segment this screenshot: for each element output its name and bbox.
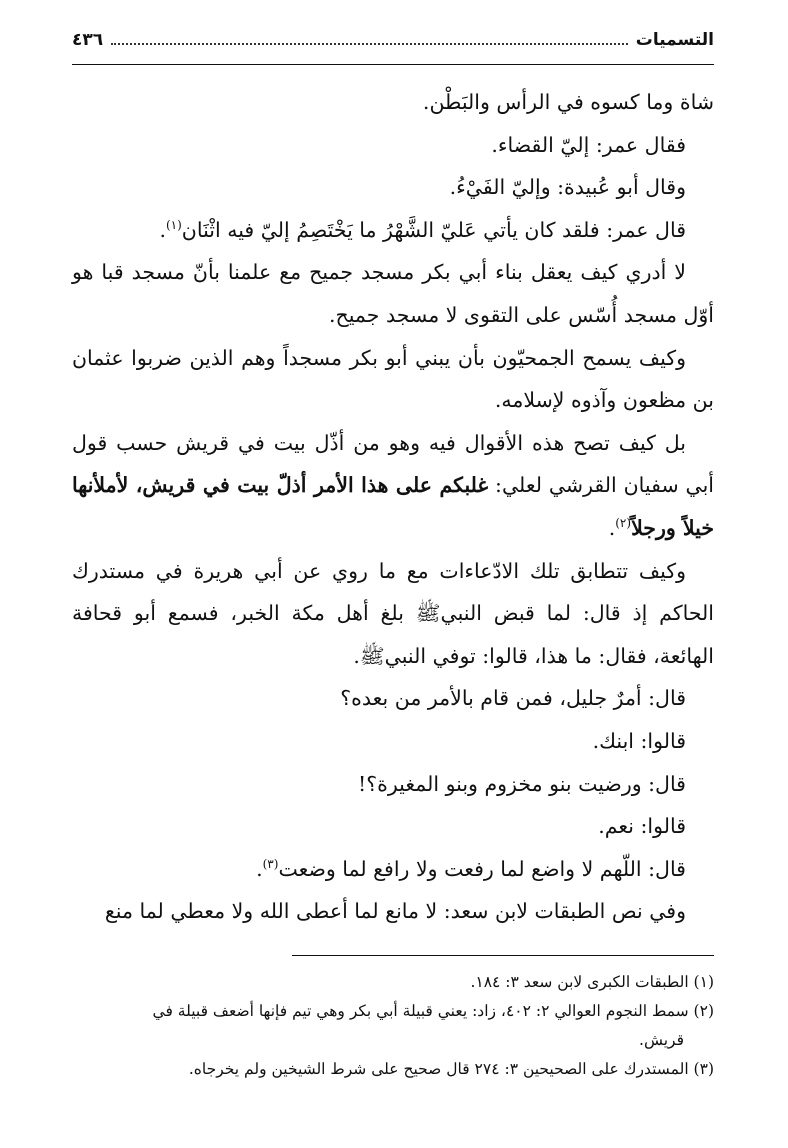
dialogue-line: قالوا: نعم. xyxy=(598,814,686,839)
footnote-ref-3: (٣) xyxy=(262,856,279,871)
paragraph-abu-sufyan: بل كيف تصح هذه الأقوال فيه وهو من أذّل بيت في قريش حسب قول أبي سفيان القرشي لعلي: غلبكم على هذا الأمر أذلّ بيت في قريش، لأملأنها خيلاً ورجلاً$^{(٢)}$. xyxy=(72,430,714,540)
footnote-ref-1: (١) xyxy=(165,217,182,232)
footnotes xyxy=(72,968,714,1084)
footnote-ref-2: (٢) xyxy=(615,516,632,531)
running-header xyxy=(72,30,714,65)
salutation-glyph: ﷺ xyxy=(359,643,385,668)
paragraph-tabaqat: وفي نص الطبقات لابن سعد: لا مانع لما أعطى الله ولا معطي لما منع xyxy=(104,899,686,924)
paragraph-jumah: وكيف يسمح الجمحيّون بأن يبني أبو بكر مسجداً وهم الذين ضربوا عثمان بن مظعون وآذوه لإسلامه. xyxy=(72,345,714,413)
dialogue-line: قال: اللّهم لا واضع لما رفعت ولا رافع لما وضعت$^{(٣)}$. xyxy=(256,856,686,881)
footnote-2: (٢) سمط النجوم العوالي ٢: ٤٠٢، زاد: يعني قبيلة أبي بكر وهي تيم فإنها أضعف قبيلة في xyxy=(152,1001,714,1020)
text-line: شاة وما كسوه في الرأس والبَطْن. xyxy=(422,90,714,114)
dialogue-line: قال: أمرٌ جليل، فمن قام بالأمر من بعده؟ xyxy=(340,686,686,711)
dialogue-line: قال عمر: فلقد كان يأتي عَليّ الشَّهْرُ ما يَخْتَصِمُ إليّ فيه اثْنَان$^{(١)}$. xyxy=(159,217,686,242)
dialogue-line: وقال أبو عُبيدة: وإليّ الفَيْءُ. xyxy=(449,175,686,200)
dialogue-line: فقال عمر: إليّ القضاء. xyxy=(491,132,686,157)
main-text xyxy=(72,81,714,933)
salutation-glyph: ﷺ xyxy=(415,601,441,626)
footnote-separator xyxy=(292,955,714,956)
dialogue-line: قال: ورضيت بنو مخزوم وبنو المغيرة؟! xyxy=(358,771,686,796)
paragraph-qiba: لا أدري كيف يعقل بناء أبي بكر مسجد جميح مع علمنا بأنّ مسجد قبا هو أوّل مسجد أُسّس على التقوى لا مسجد جميح. xyxy=(72,260,714,327)
footnote-2-continued: قريش. xyxy=(639,1030,684,1049)
page-number: ٤٣٦ xyxy=(72,30,104,50)
footnote-3: (٣) المستدرك على الصحيحين ٣: ٢٧٤ قال صحيح على شرط الشيخين ولم يخرجاه. xyxy=(188,1059,714,1078)
dialogue-text: قال عمر: فلقد كان يأتي عَليّ الشَّهْرُ ما يَخْتَصِمُ إليّ فيه اثْنَان xyxy=(181,217,686,242)
paragraph-hakim: وكيف تتطابق تلك الادّعاءات مع ما روي عن أبي هريرة في مستدرك الحاكم إذ قال: لما قبض النبيﷺ بلغ أهل مكة الخبر، فسمع أبو قحافة الهائعة، فقال: ما هذا، قالوا: توفي النبيﷺ. xyxy=(72,558,714,668)
running-title: التسميات xyxy=(635,30,714,50)
footnote-1: (١) الطبقات الكبرى لابن سعد ٣: ١٨٤. xyxy=(470,972,714,991)
header-leader-dots xyxy=(111,43,628,45)
dialogue-line: قالوا: ابنك. xyxy=(592,728,686,753)
book-page xyxy=(72,30,714,1130)
bold-quote: غلبكم على هذا الأمر أذلّ بيت في قريش، لأملأنها خيلاً ورجلاً xyxy=(72,473,714,540)
